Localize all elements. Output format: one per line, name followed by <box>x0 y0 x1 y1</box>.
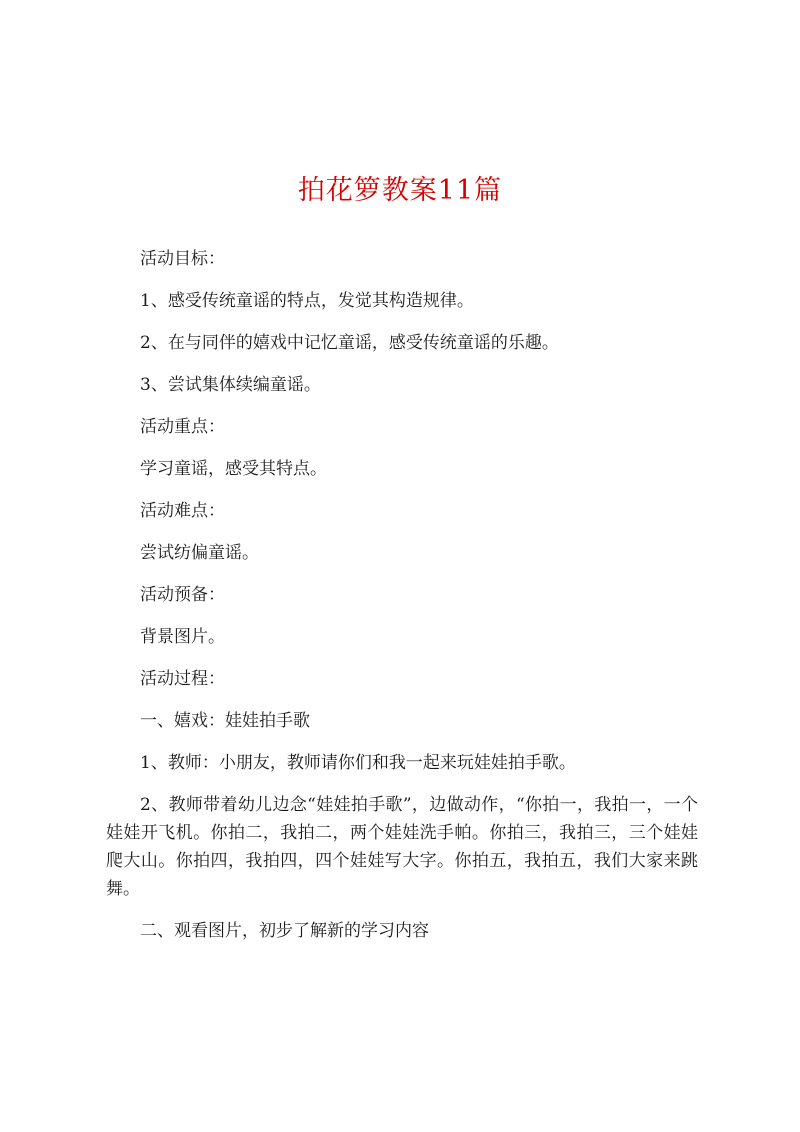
paragraph-preparation: 背景图片。 <box>140 627 225 647</box>
paragraph-key-points: 学习童谣，感受其特点。 <box>140 459 327 479</box>
paragraph-key-points-heading: 活动重点： <box>140 417 225 437</box>
paragraph-difficulty: 尝试纺偏童谣。 <box>140 543 259 563</box>
paragraph-goal-2: 2、在与同伴的嬉戏中记忆童谣，感受传统童谣的乐趣。 <box>140 333 559 353</box>
paragraph-goal-3: 3、尝试集体续编童谣。 <box>140 375 321 395</box>
document-body <box>106 245 698 945</box>
paragraph-goals-heading: 活动目标： <box>140 249 225 269</box>
paragraph-step-1-2: 2、教师带着幼儿边念“娃娃拍手歌”，边做动作，“你拍一，我拍一，一个娃娃开飞机。你拍二，我拍二，两个娃娃洗手帕。你拍三，我拍三，三个娃娃爬大山。你拍四，我拍四，四个娃娃写大字。你拍五，我拍五，我们大家来跳舞。 <box>106 795 698 899</box>
document-title: 拍花箩教案11篇 <box>297 175 503 206</box>
paragraph-goal-1: 1、感受传统童谣的特点，发觉其构造规律。 <box>140 291 474 311</box>
paragraph-difficulty-heading: 活动难点： <box>140 501 225 521</box>
paragraph-step-1-1: 1、教师：小朋友，教师请你们和我一起来玩娃娃拍手歌。 <box>140 753 576 773</box>
paragraph-step-1-heading: 一、嬉戏：娃娃拍手歌 <box>140 711 310 731</box>
paragraph-preparation-heading: 活动预备： <box>140 585 225 605</box>
paragraph-process-heading: 活动过程： <box>140 669 225 689</box>
paragraph-step-2-heading: 二、观看图片，初步了解新的学习内容 <box>140 921 429 941</box>
